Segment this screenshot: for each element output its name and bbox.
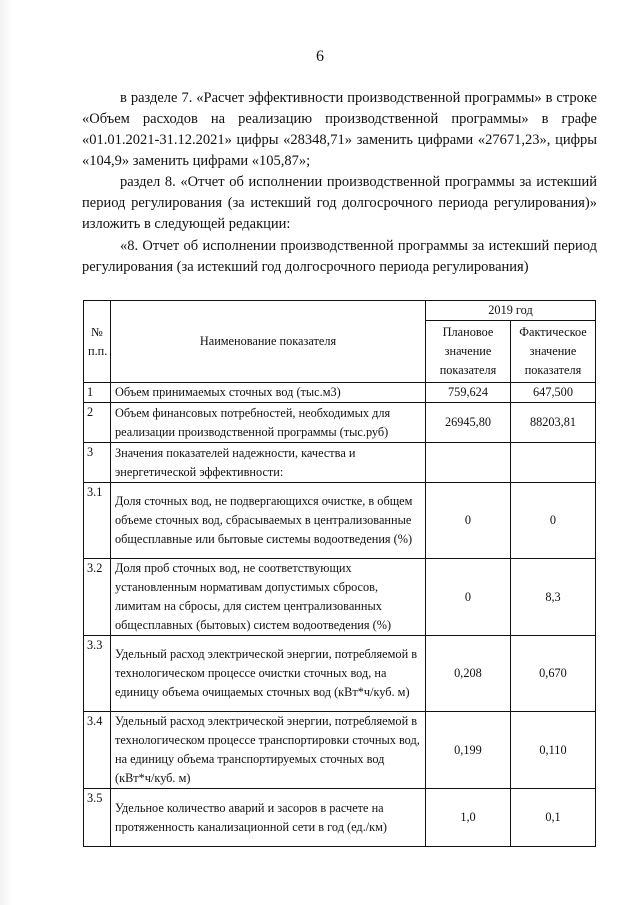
header-year: 2019 год (426, 301, 596, 321)
row-num: 3.4 (84, 712, 111, 789)
table-row (84, 559, 596, 636)
row-planned-value: 759,624 (426, 383, 511, 403)
table-row (84, 443, 596, 483)
header-name: Наименование показателя (111, 301, 426, 383)
row-planned-value: 0,208 (426, 636, 511, 712)
page-number: 6 (316, 48, 324, 65)
header-actual: Фактическое значение показателя (511, 321, 596, 383)
row-num: 3.2 (84, 559, 111, 636)
row-num: 2 (84, 403, 111, 443)
row-actual-value: 647,500 (511, 383, 596, 403)
row-name: Доля сточных вод, не подвергающихся очистке, в общем объеме сточных вод, сбрасываемых в централизованные общесплавные или бытовые системы водоотведения (%) (111, 483, 426, 559)
row-name: Удельное количество аварий и засоров в расчете на протяженность канализационной сети в год (ед./км) (111, 789, 426, 847)
row-actual-value: 0 (511, 483, 596, 559)
table-row (84, 712, 596, 789)
row-num: 3 (84, 443, 111, 483)
row-actual-value: 8,3 (511, 559, 596, 636)
row-name: Объем финансовых потребностей, необходимых для реализации производственной программы (тыс.руб) (111, 403, 426, 443)
row-planned-value: 26945,80 (426, 403, 511, 443)
row-planned-value: 0 (426, 559, 511, 636)
row-actual-value: 0,110 (511, 712, 596, 789)
row-actual-value: 0,670 (511, 636, 596, 712)
row-actual-value: 0,1 (511, 789, 596, 847)
paragraph-text: «8. Отчет об исполнении производственной программы за истекший период регулирования (за истекший год долгосрочного периода регулирования) (82, 238, 597, 275)
row-actual-value: 88203,81 (511, 403, 596, 443)
row-planned-value: 1,0 (426, 789, 511, 847)
paragraph-text: раздел 8. «Отчет об исполнении производственной программы за истекший период регулирования (за истекший год долгосрочного периода регулирования)» изложить в следующей редакции: (82, 174, 597, 232)
row-num: 3.1 (84, 483, 111, 559)
row-name: Значения показателей надежности, качества и энергетической эффективности: (111, 443, 426, 483)
paragraph-text: в разделе 7. «Расчет эффективности производственной программы» в строке «Объем расходов на реализацию производственной программы» в графе «01.01.2021-31.12.2021» цифры «28348,71» заменить цифрами «27671,23», цифры «104,9» заменить цифрами «105,87»; (82, 90, 597, 169)
row-planned-value: 0 (426, 483, 511, 559)
paragraph-report-title (82, 236, 597, 278)
row-name: Удельный расход электрической энергии, потребляемой в технологическом процессе очистки сточных вод, на единицу объема очищаемых сточных вод (кВт*ч/куб. м) (111, 636, 426, 712)
table-row (84, 383, 596, 403)
table-row (84, 789, 596, 847)
row-planned-value (426, 443, 511, 483)
row-planned-value: 0,199 (426, 712, 511, 789)
row-name: Объем принимаемых сточных вод (тыс.м3) (111, 383, 426, 403)
row-name: Доля проб сточных вод, не соответствующих установленным нормативам допустимых сбросов, лимитам на сбросы, для систем централизованных общесплавных (бытовых) систем водоотведения (%) (111, 559, 426, 636)
paragraph-section-7 (82, 88, 597, 172)
header-planned: Плановое значение показателя (426, 321, 511, 383)
paragraph-section-8 (82, 172, 597, 235)
row-num: 1 (84, 383, 111, 403)
scan-edge (0, 0, 12, 905)
header-num: № п.п. (84, 301, 111, 383)
report-table (83, 300, 596, 847)
table-row (84, 403, 596, 443)
row-num: 3.3 (84, 636, 111, 712)
table-row (84, 636, 596, 712)
row-actual-value (511, 443, 596, 483)
row-name: Удельный расход электрической энергии, потребляемой в технологическом процессе транспортировки сточных вод, на единицу объема транспортируемых сточных вод (кВт*ч/куб. м) (111, 712, 426, 789)
table-row (84, 483, 596, 559)
row-num: 3.5 (84, 789, 111, 847)
